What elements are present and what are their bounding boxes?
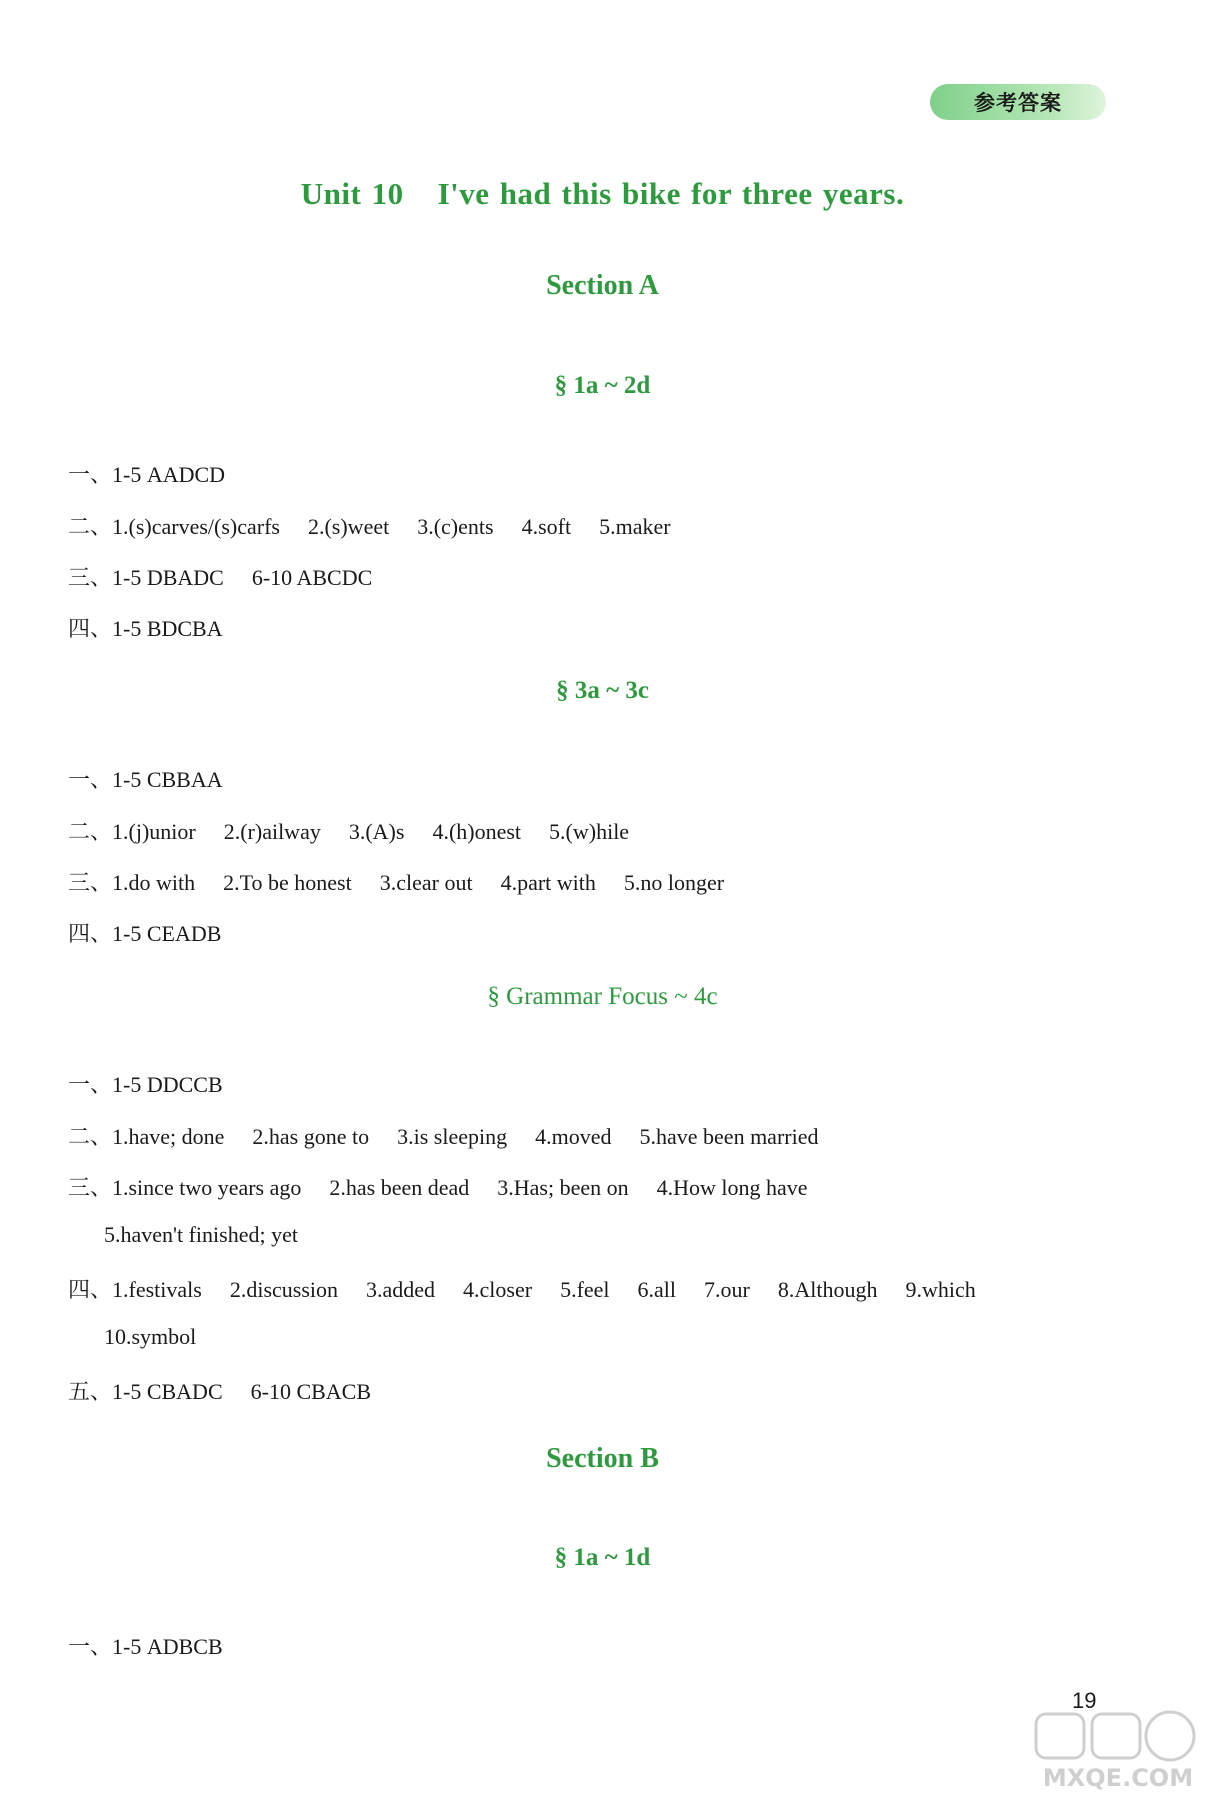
subsection-heading-grammar-focus: § Grammar Focus ~ 4c [487, 983, 718, 1010]
answer-line: 一、1-5 ADBCB [68, 1634, 223, 1659]
unit-number: Unit 10 [300, 176, 404, 211]
watermark-logo-icon [1030, 1710, 1205, 1792]
page-number: 19 [1072, 1688, 1097, 1713]
answer-line: 四、1-5 CEADB [68, 921, 222, 946]
answer-line: 一、1-5 DDCCB [68, 1072, 223, 1097]
subsection-heading-1a-1d: § 1a ~ 1d [554, 1544, 651, 1571]
answer-line: 五、1-5 CBADC 6-10 CBACB [68, 1379, 372, 1404]
answer-line: 三、1.do with 2.To be honest 3.clear out 4.part with 5.no longer [68, 870, 725, 895]
unit-title [0, 176, 1205, 212]
section-a-heading: Section A [546, 270, 659, 301]
section-b-heading: Section B [546, 1443, 659, 1474]
unit-title-text: I've had this bike for three years. [437, 176, 905, 211]
subsection-heading-3a-3c: § 3a ~ 3c [556, 677, 649, 704]
answer-line: 二、1.(j)unior 2.(r)ailway 3.(A)s 4.(h)onest 5.(w)hile [68, 819, 630, 844]
answer-line: 三、1.since two years ago 2.has been dead 3.Has; been on 4.How long have [68, 1175, 808, 1200]
answer-line: 10.symbol [104, 1324, 197, 1349]
answer-key-badge: 参考答案 [930, 84, 1106, 120]
answer-line: 二、1.have; done 2.has gone to 3.is sleeping 4.moved 5.have been married [68, 1124, 819, 1149]
answer-line: 一、1-5 AADCD [68, 462, 226, 487]
answer-line: 四、1.festivals 2.discussion 3.added 4.closer 5.feel 6.all 7.our 8.Although 9.which [68, 1277, 976, 1302]
subsection-heading-1a-2d: § 1a ~ 2d [554, 372, 651, 399]
answer-line: 二、1.(s)carves/(s)carfs 2.(s)weet 3.(c)ents 4.soft 5.maker [68, 514, 671, 539]
answer-line: 三、1-5 DBADC 6-10 ABCDC [68, 565, 373, 590]
answer-line: 四、1-5 BDCBA [68, 616, 223, 641]
answer-line: 5.haven't finished; yet [104, 1222, 298, 1247]
watermark-text: MXQE.COM [1042, 1764, 1194, 1792]
answer-line: 一、1-5 CBBAA [68, 767, 223, 792]
